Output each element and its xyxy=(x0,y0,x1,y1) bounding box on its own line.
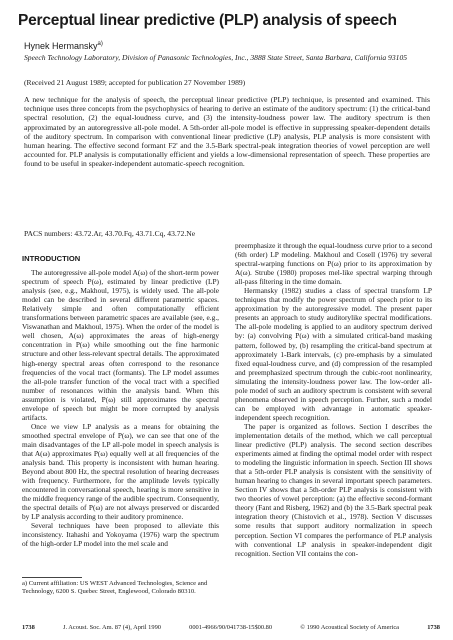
page-number-right: 1738 xyxy=(427,624,440,631)
body-paragraph: Once we view LP analysis as a means for obtaining the smoothed spectral envelope of P(ω), we can see that one of the main disadvantages of the LP all-pole model in speech analysis is that A(ω) approximates P(ω) equally well at all frequencies of the analysis band. This property is inconsistent with human hearing. Beyond about 800 Hz, the spectral resolution of hearing decreases with frequency. Furthermore, for the amplitude levels typically encountered in conversational speech, hearing is more sensitive in the middle frequency range of the audible spectrum. Consequently, the spectral details of P(ω) are not always preserved or discarded by LP analysis according to their auditory prominence. xyxy=(22,421,219,522)
abstract: A new technique for the analysis of speech, the perceptual linear predictive (PLP) technique, is presented and examined. This technique uses three concepts from the psychophysics of hearing to derive an estimate of the auditory spectrum: (1) the critical-band spectral resolution, (2) the equal-loudness curve, and (3) the intensity-loudness power law. The auditory spectrum is then approximated by an autoregressive all-pole model. A 5th-order all-pole model is effective in suppressing speaker-dependent details of the auditory spectrum. In comparison with conventional linear predictive (LP) analysis, PLP analysis is more consistent with human hearing. The effective second formant F2' and the 3.5-Bark spectral-peak integration theories of vowel perception are well accounted for. PLP analysis is computationally efficient and yields a low-dimensional representation of speech. These properties are found to be useful in speaker-independent automatic-speech recognition. xyxy=(24,95,430,169)
author-affiliation: Speech Technology Laboratory, Division of Panasonic Technologies, Inc., 3888 State Street, Santa Barbara, California 93105 xyxy=(24,53,408,62)
copyright-notice: © 1990 Acoustical Society of America xyxy=(300,624,399,631)
page-footer xyxy=(22,624,440,631)
footnote: a) Current affiliation: US WEST Advanced Technologies, Science and Technology, 6200 S. Quebec Street, Englewood, Colorado 80310. xyxy=(22,580,208,596)
body-paragraph: preemphasize it through the equal-loudness curve prior to a second (6th order) LP modeling. Makhoul and Cosell (1976) try several spectral-warping functions on P(ω) prior to its approximation by A(ω). Strube (1980) proposes mel-like spectral warping through all-pass filtering in the time domain. xyxy=(235,241,432,287)
issn-code: 0001-4966/90/041738-15$00.80 xyxy=(189,624,273,631)
footnote-rule xyxy=(22,577,82,578)
author-line xyxy=(24,41,103,51)
paper-title: Perceptual linear predictive (PLP) analysis of speech xyxy=(18,12,397,29)
section-heading: INTRODUCTION xyxy=(22,254,81,263)
author-footnote-mark: a) xyxy=(97,41,103,47)
body-paragraph: The paper is organized as follows. Section I describes the implementation details of the method, which we call perceptual linear predictive (PLP) analysis. The second section describes experiments aimed at finding the optimal model order with respect to modeling the linguistic information in speech. Section III shows that a 5th-order PLP analysis is consistent with the sensitivity of human hearing to changes in several important speech parameters. Section IV shows that a 5th-order PLP analysis is consistent with two theories of vowel perception: (a) the effective second-formant theory (Fant and Risberg, 1962) and (b) the 3.5-Bark spectral peak integration theory (Chistovich et al., 1978). Section V discusses some results that support auditory normalization in speech perception. Section VI compares the performance of PLP analysis with conventional LP analysis in speaker-independent digit recognition. Section VII contains the con- xyxy=(235,421,432,558)
author-name: Hynek Hermansky xyxy=(24,41,98,51)
body-paragraph: The autoregressive all-pole model A(ω) of the short-term power spectrum of speech P(ω), estimated by linear predictive (LP) analysis (see, e.g., Makhoul, 1975), is widely used. The all-pole model can be described in several different parametric spaces. Relatively simple and often computationally efficient transformations between parametric spaces are available (see, e.g., Viswanathan and Makhoul, 1975). When the order of the model is well chosen, A(ω) approximates the areas of high-energy concentration in P(ω) while smoothing out the fine harmonic structure and other less-relevant spectral details. The approximated high-energy spectral areas often correspond to the resonance frequencies of the vocal tract (formants). The LP model assumes the all-pole transfer function of the vocal tract with a specified number of resonances within the analysis band. When this assumption is violated, P(ω) still approximates the spectral envelope of speech but might be more corrupted by analysis artifacts. xyxy=(22,268,219,422)
body-paragraph: Hermansky (1982) studies a class of spectral transform LP techniques that modify the power spectrum of speech prior to its approximation by the autoregressive model. The present paper presents an approach to study auditorylike spectral modifications. The all-pole modeling is applied to an auditory spectrum derived by: (a) convolving P(ω) with a simulated critical-band masking pattern, followed by, (b) resampling the critical-band spectrum at approximately 1-Bark intervals, (c) pre-emphasis by a simulated fixed equal-loudness curve, and (d) compression of the resampled and preemphasized spectrum through the cubic-root nonlinearity, simulating the intensity-loudness power law. The low-order all-pole model of such an auditory spectrum is consistent with several phenomena observed in speech perception. Further, such a model can be employed with advantage in automatic speaker-independent speech recognition. xyxy=(235,286,432,422)
left-column xyxy=(22,254,219,549)
received-dates: (Received 21 August 1989; accepted for publication 27 November 1989) xyxy=(24,78,246,87)
right-column xyxy=(235,241,432,558)
body-paragraph: Several techniques have been proposed to alleviate this inconsistency. Itahashi and Yokoyama (1976) warp the spectrum of the high-order LP model into the mel scale and xyxy=(22,521,219,549)
journal-citation: J. Acoust. Soc. Am. 87 (4), April 1990 xyxy=(62,624,161,631)
pacs-numbers: PACS numbers: 43.72.Ar, 43.70.Fq, 43.71.Cq, 43.72.Ne xyxy=(24,229,196,238)
page-number-left: 1738 xyxy=(22,624,35,631)
